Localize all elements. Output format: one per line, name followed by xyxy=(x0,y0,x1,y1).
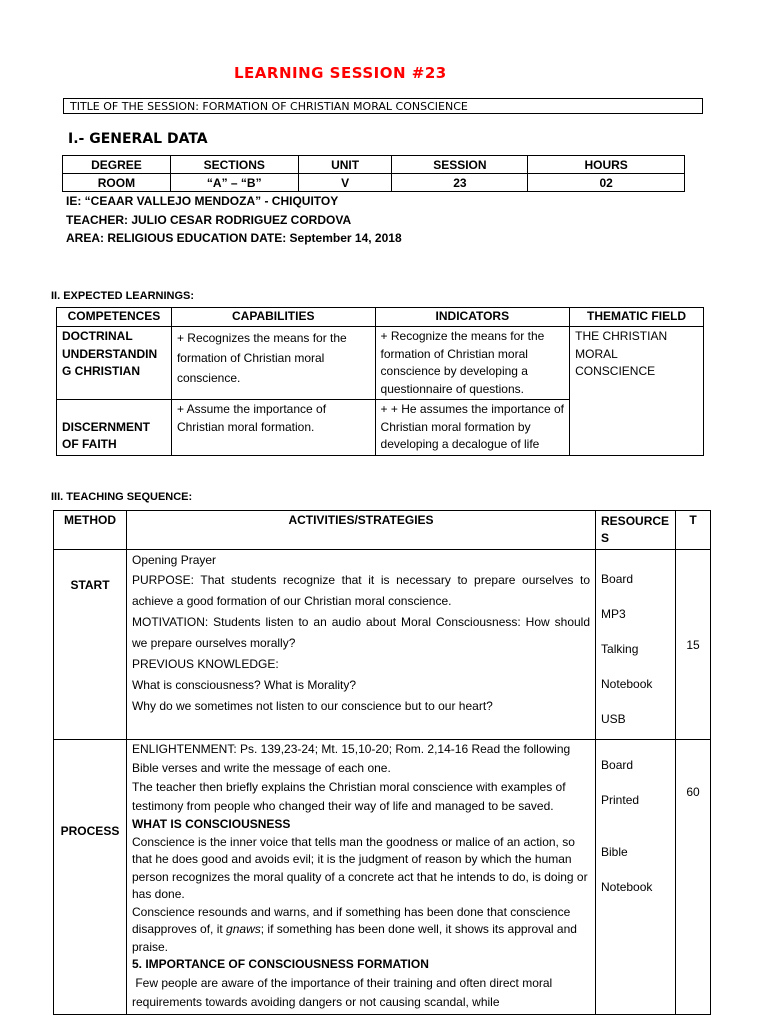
importance-paragraph: Few people are aware of the importance of their training and often direct moral requirements towards avoiding dangers or not causing scandal, while xyxy=(131,975,556,1009)
table-header-cell: ACTIVITIES/STRATEGIES xyxy=(126,511,595,550)
resource-item: Notebook xyxy=(601,880,653,894)
page-title: LEARNING SESSION #23 xyxy=(234,64,447,82)
table-header-cell: METHOD xyxy=(54,511,127,550)
table-row xyxy=(57,308,704,327)
capability-cell: + Recognizes the means for the formation of Christian moral conscience. xyxy=(171,327,375,400)
table-cell: 23 xyxy=(392,174,528,192)
teacher-explains-text: The teacher then briefly explains the Christian moral conscience with examples of testimony from people who changed their way of life and managed to be saved. xyxy=(131,780,566,813)
resounds-text-italic: gnaws xyxy=(226,922,261,936)
enlightenment-text: ENLIGHTENMENT: Ps. 139,23-24; Mt. 15,10-20; Rom. 2,14-16 Read the following Bible verses and write the message of each one. xyxy=(131,742,571,775)
resource-item: USB xyxy=(601,712,626,726)
expected-learnings-table xyxy=(56,307,704,456)
table-header-cell: COMPETENCES xyxy=(57,308,172,327)
method-label: PROCESS xyxy=(60,824,120,838)
resource-item: Talking xyxy=(601,642,639,656)
table-row xyxy=(54,550,711,740)
method-cell xyxy=(54,550,127,740)
competence-cell: DOCTRINAL UNDERSTANDIN G CHRISTIAN xyxy=(57,327,172,400)
what-is-heading: WHAT IS CONSCIOUSNESS xyxy=(131,817,291,831)
table-row xyxy=(63,174,685,192)
area-date-line: AREA: RELIGIOUS EDUCATION DATE: September 14, 2018 xyxy=(66,231,402,245)
resources-cell xyxy=(596,550,676,740)
info-block xyxy=(66,192,402,248)
activity-line: Opening Prayer xyxy=(131,553,217,567)
table-row xyxy=(57,327,704,400)
thematic-field-cell: THE CHRISTIAN MORAL CONSCIENCE xyxy=(570,327,704,456)
table-row xyxy=(54,511,711,550)
table-header-cell: INDICATORS xyxy=(375,308,570,327)
table-header-cell: CAPABILITIES xyxy=(171,308,375,327)
section-expected-learnings-heading: II. EXPECTED LEARNINGS: xyxy=(51,290,195,302)
activities-cell xyxy=(126,550,595,740)
importance-heading: 5. IMPORTANCE OF CONSCIOUSNESS FORMATION xyxy=(131,957,429,971)
table-cell: ROOM xyxy=(63,174,171,192)
activity-line: MOTIVATION: Students listen to an audio about Moral Consciousness: How should we prepare ourselves morally? xyxy=(131,614,591,650)
section-general-data-heading: I.- GENERAL DATA xyxy=(68,131,208,147)
time-value: 15 xyxy=(686,637,700,652)
competence-cell: DISCERNMENT OF FAITH xyxy=(57,400,172,456)
method-label: START xyxy=(70,578,110,592)
resource-item: MP3 xyxy=(601,607,626,621)
session-title: TITLE OF THE SESSION: FORMATION OF CHRISTIAN MORAL CONSCIENCE xyxy=(63,98,703,114)
time-value: 60 xyxy=(686,785,700,799)
table-cell: SECTIONS xyxy=(170,156,298,174)
table-cell: 02 xyxy=(528,174,685,192)
table-header-cell: RESOURCE S xyxy=(596,511,676,550)
table-cell: V xyxy=(298,174,392,192)
resource-item: Notebook xyxy=(601,677,653,691)
conscience-paragraph: Conscience is the inner voice that tells man the goodness or malice of an action, so that he does good and avoids evil; it is the judgment of reason by which the human person recognizes the moral quality of a concrete act that he intends to do, is doing or has done. xyxy=(131,834,588,901)
indicator-cell: + + He assumes the importance of Christian moral formation by developing a decalogue of life xyxy=(375,400,570,456)
activity-line: PREVIOUS KNOWLEDGE: xyxy=(131,656,279,671)
resounds-paragraph xyxy=(132,904,590,957)
table-cell: “A” – “B” xyxy=(170,174,298,192)
table-row xyxy=(54,740,711,1015)
activity-line: What is consciousness? What is Morality? xyxy=(131,677,357,692)
method-cell xyxy=(54,740,127,1015)
institution-line: IE: “CEAAR VALLEJO MENDOZA” - CHIQUITOY xyxy=(66,194,339,208)
activity-line: Why do we sometimes not listen to our conscience but to our heart? xyxy=(131,698,493,713)
capability-cell: + Assume the importance of Christian moral formation. xyxy=(171,400,375,456)
resounds-text-before: Conscience resounds and warns, and if something has been done that conscience disapproves of, it xyxy=(131,904,571,936)
teacher-line: TEACHER: JULIO CESAR RODRIGUEZ CORDOVA xyxy=(66,212,352,227)
resource-item: Printed xyxy=(601,793,640,807)
time-cell xyxy=(676,550,711,740)
activities-cell xyxy=(126,740,595,1015)
table-cell: UNIT xyxy=(298,156,392,174)
teaching-sequence-table xyxy=(53,510,711,1015)
table-cell: SESSION xyxy=(392,156,528,174)
general-data-table xyxy=(62,155,685,192)
indicator-cell: + Recognize the means for the formation of Christian moral conscience by developing a questionnaire of questions. xyxy=(375,327,570,400)
time-cell xyxy=(676,740,711,1015)
table-cell: DEGREE xyxy=(63,156,171,174)
table-cell: HOURS xyxy=(528,156,685,174)
table-row xyxy=(63,156,685,174)
section-teaching-sequence-heading: III. TEACHING SEQUENCE: xyxy=(51,491,193,503)
table-header-cell: THEMATIC FIELD xyxy=(570,308,704,327)
resource-item: Board xyxy=(601,572,634,586)
resounds-text-after: ; if something has been done well, it shows its approval and praise. xyxy=(131,922,577,954)
activity-line: PURPOSE: That students recognize that it is necessary to prepare ourselves to achieve a good formation of our Christian moral conscience. xyxy=(131,572,591,608)
resource-item: Bible xyxy=(601,845,628,859)
resource-item: Board xyxy=(601,758,634,772)
table-header-cell: T xyxy=(676,511,711,550)
resources-cell xyxy=(596,740,676,1015)
